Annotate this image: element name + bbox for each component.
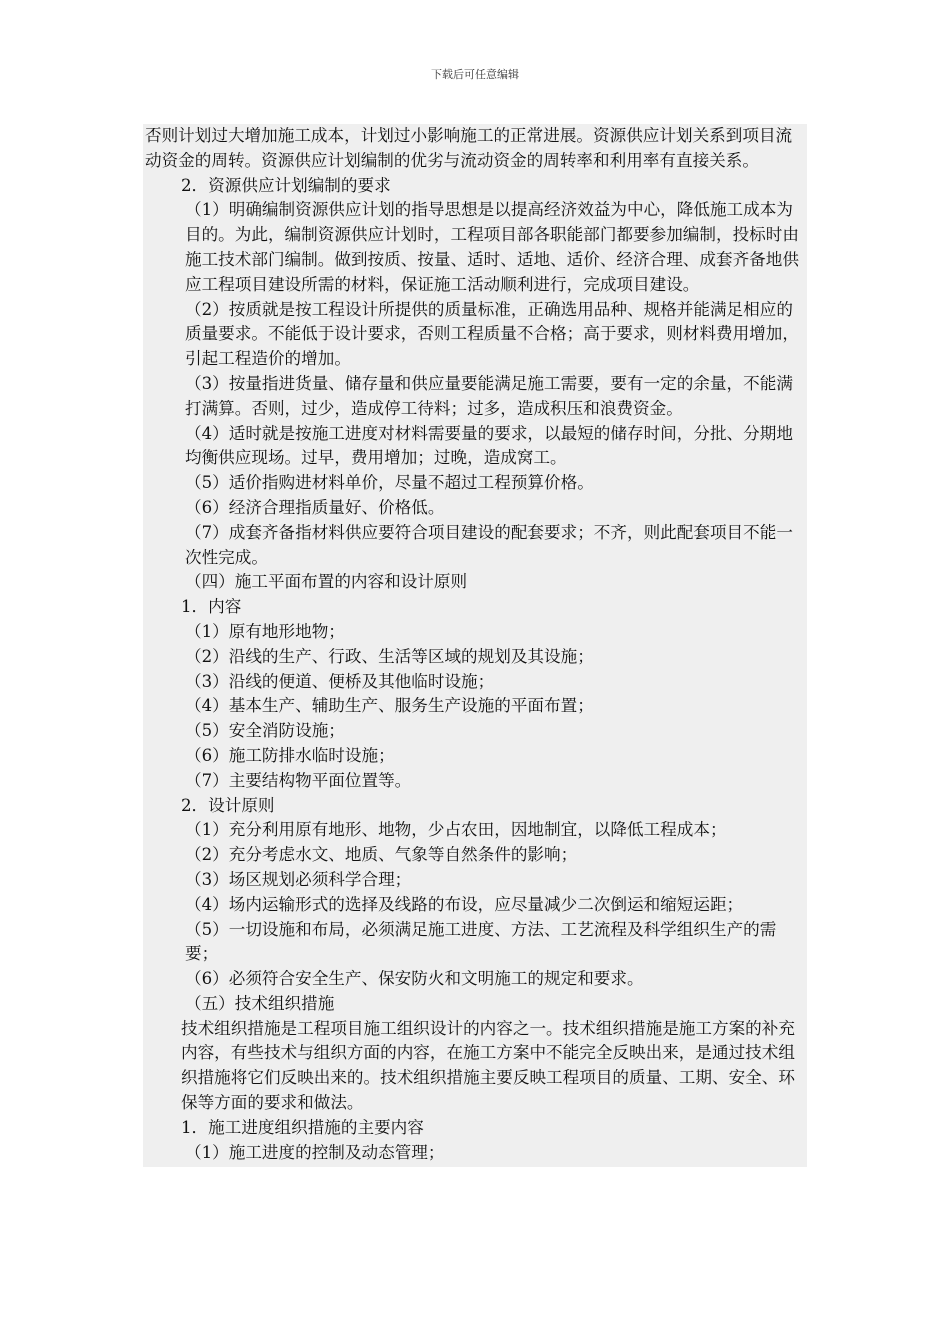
paragraph: 1．内容: [181, 597, 242, 617]
paragraph: 1．施工进度组织措施的主要内容: [181, 1117, 424, 1137]
paragraph: （6）施工防排水临时设施；: [185, 745, 395, 765]
paragraph: （4）适时就是按施工进度对材料需要量的要求，以最短的储存时间，分批、分期地均衡供应现场。过早，费用增加；过晚，造成窝工。: [185, 423, 793, 468]
paragraph: （3）沿线的便道、便桥及其他临时设施；: [185, 671, 495, 691]
document-body: [143, 124, 807, 1167]
paragraph: （四）施工平面布置的内容和设计原则: [185, 572, 468, 592]
header-note: 下载后可任意编辑: [431, 68, 519, 81]
paragraph: （3）按量指进货量、储存量和供应量要能满足施工需要，要有一定的余量，不能满打满算。否则，过少，造成停工待料；过多，造成积压和浪费资金。: [185, 373, 793, 418]
paragraph: （2）充分考虑水文、地质、气象等自然条件的影响；: [185, 845, 578, 865]
paragraph: （7）成套齐备指材料供应要符合项目建设的配套要求；不齐，则此配套项目不能一次性完成。: [185, 522, 793, 567]
paragraph: （7）主要结构物平面位置等。: [185, 770, 412, 790]
paragraph: （2）按质就是按工程设计所提供的质量标准，正确选用品种、规格并能满足相应的质量要求。不能低于设计要求，否则工程质量不合格；高于要求，则材料费用增加，引起工程造价的增加。: [185, 299, 799, 369]
paragraph: （2）沿线的生产、行政、生活等区域的规划及其设施；: [185, 646, 594, 666]
paragraph: 2．资源供应计划编制的要求: [181, 175, 391, 195]
paragraph: （1）充分利用原有地形、地物，少占农田，因地制宜，以降低工程成本；: [185, 820, 727, 840]
paragraph: （5）一切设施和布局，必须满足施工进度、方法、工艺流程及科学组织生产的需要；: [185, 919, 777, 964]
paragraph: 否则计划过大增加施工成本，计划过小影响施工的正常进展。资源供应计划关系到项目流动资金的周转。资源供应计划编制的优劣与流动资金的周转率和利用率有直接关系。: [145, 126, 793, 170]
paragraph: （4）场内运输形式的选择及线路的布设，应尽量减少二次倒运和缩短运距；: [185, 894, 744, 914]
paragraph: 技术组织措施是工程项目施工组织设计的内容之一。技术组织措施是施工方案的补充内容，有些技术与组织方面的内容，在施工方案中不能完全反映出来，是通过技术组织措施将它们反映出来的。技术组织措施主要反映工程项目的质量、工期、安全、环保等方面的要求和做法。: [181, 1018, 795, 1113]
paragraph: （3）场区规划必须科学合理；: [185, 869, 412, 889]
paragraph: （1）明确编制资源供应计划的指导思想是以提高经济效益为中心，降低施工成本为目的。为此，编制资源供应计划时，工程项目部各职能部门都要参加编制，投标时由施工技术部门编制。做到按质、按量、适时、适地、适价、经济合理、成套齐备地供应工程项目建设所需的材料，保证施工活动顺利进行，完成项目建设。: [185, 200, 799, 294]
paragraph: 2．设计原则: [181, 795, 275, 815]
paragraph: （6）必须符合安全生产、保安防火和文明施工的规定和要求。: [185, 969, 644, 989]
paragraph: （5）适价指购进材料单价，尽量不超过工程预算价格。: [185, 473, 594, 493]
paragraph: （5）安全消防设施；: [185, 721, 345, 741]
paragraph: （五）技术组织措施: [185, 993, 335, 1013]
paragraph: （1）原有地形地物；: [185, 621, 345, 641]
paragraph: （6）经济合理指质量好、价格低。: [185, 497, 445, 517]
paragraph: （1）施工进度的控制及动态管理；: [185, 1142, 445, 1162]
paragraph: （4）基本生产、辅助生产、服务生产设施的平面布置；: [185, 696, 594, 716]
